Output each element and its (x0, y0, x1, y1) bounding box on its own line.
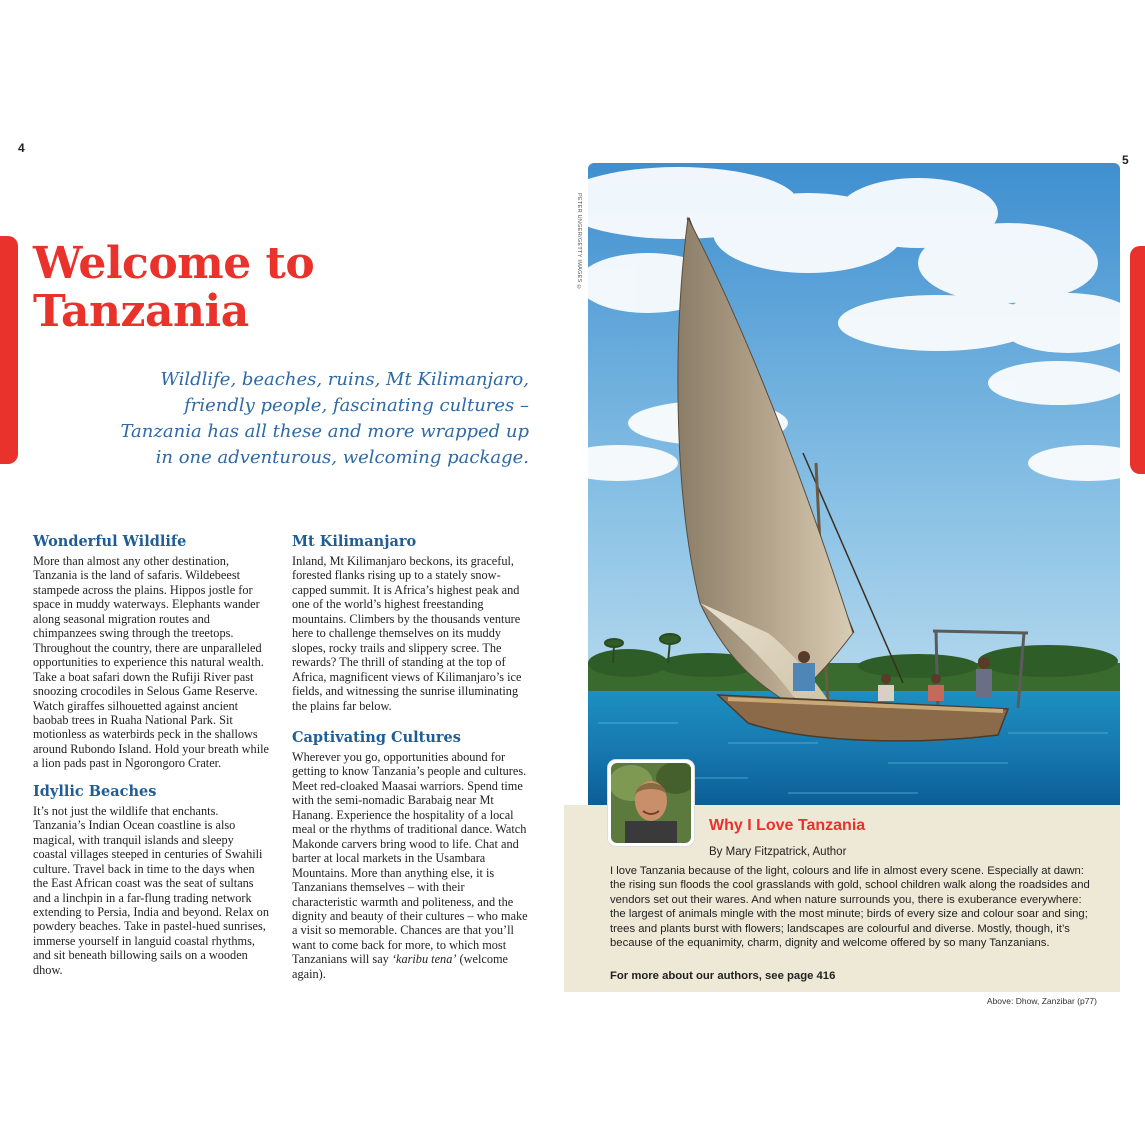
cultures-text-end: (welcome again). (292, 952, 508, 981)
tagline: Wildlife, beaches, ruins, Mt Kilimanjaro, friendly people, fascinating cultures – Tanzania has all these and more wrapped up in one adventurous, welcoming package. (120, 369, 529, 468)
section-body-wildlife: More than almost any other destination, Tanzania is the land of safaris. Wildebeest stampede across the plains. Hippos jostle for space in muddy waterways. Elephants wander along seasonal migration routes and chimpanzees swing through the treetops. Throughout the country, there are unparalleled opportunities to experience this natural wealth. Take a boat safari down the Rufiji River past snoozing crocodiles in Selous Game Reserve. Watch giraffes silhouetted against ancient baobab trees in Ruaha National Park. Sit motionless as waterbirds peck in the shallows around Rubondo Island. Hold your breath while a lion pads past in Ngorongoro Crater. (33, 554, 269, 771)
section-heading-kilimanjaro: Mt Kilimanjaro (292, 533, 417, 550)
dhow-photo (588, 163, 1120, 805)
section-body-kilimanjaro: Inland, Mt Kilimanjaro beckons, its graceful, forested flanks rising up to a stately snow-capped summit. It is Africa’s highest peak and one of the world’s highest freestanding mountains. Climbers by the thousands venture here to challenge themselves on its muddy slopes, rocky trails and slippery scree. The rewards? The thrill of standing at the top of Africa, magnificent views of Kilimanjaro’s ice fields, and witnessing the sunrise illuminating the plains far below. (292, 554, 522, 713)
page-number-right: 5 (1122, 153, 1129, 167)
chapter-tab-right (1130, 246, 1145, 474)
cultures-text-start: Wherever you go, opportunities abound for getting to know Tanzania’s people and cultures. Meet red-cloaked Maasai warriors. Spend time with the semi-nomadic Barabaig near Mt Hanang. Experience the hospitality of a local meal or the rhythms of traditional dance. Watch Makonde carvers bring wood to life. Chat and barter at local markets in the Usambara Mountains. More than anything else, it is Tanzanians themselves – with their characteristic warmth and politeness, and the dignity and beauty of their cultures – who make a visit so memorable. Chances are that you’ll want to come back for more, to which most Tanzanians will say (292, 749, 528, 967)
author-byline: By Mary Fitzpatrick, Author (709, 846, 847, 858)
section-body-beaches: It’s not just the wildlife that enchants. Tanzania’s Indian Ocean coastline is also magical, with tranquil islands and sleepy coastal villages steeped in centuries of Swahili culture. Travel back in time to the days when the East African coast was the seat of sultans and a linchpin in a far-flung trading network extending to Persia, India and beyond. Relax on powdery beaches. Take in pastel-hued sunrises, immerse yourself in languid coastal rhythms, and sit beneath billowing sails on a wooden dhow. (33, 803, 269, 977)
page-title (33, 240, 553, 336)
why-i-love-text: I love Tanzania because of the light, colours and life in almost every scene. Especially at dawn: the rising sun floods the cool grasslands with gold, school children walk along the roadsides and vendors set out their wares. And when nature surrounds you, there is exuberance everywhere: the largest of animals mingle with the most minute; birds of every size and colour soar and sing; trees and plants burst with flowers; landscapes are colourful and diverse. Mostly, though, it’s because of the equanimity, charm, dignity and welcome offered by so many Tanzanians. (610, 865, 1090, 950)
photo-credit: PETER UNGER/GETTY IMAGES © (576, 193, 582, 291)
section-body-cultures (292, 750, 532, 981)
photo-caption: Above: Dhow, Zanzibar (p77) (986, 996, 1097, 1006)
section-heading-beaches: Idyllic Beaches (33, 782, 157, 800)
author-photo (608, 760, 694, 846)
section-heading-wildlife: Wonderful Wildlife (33, 533, 187, 550)
text-column-left (33, 533, 271, 977)
text-column-right (292, 533, 532, 981)
page-number-left: 4 (18, 141, 25, 155)
title-line-1: Welcome to (33, 238, 315, 289)
chapter-tab-left (0, 236, 18, 464)
cultures-text-italic: ‘karibu tena’ (391, 952, 457, 967)
title-line-2: Tanzania (33, 286, 249, 337)
section-heading-cultures: Captivating Cultures (292, 728, 461, 746)
more-about-authors-link[interactable]: For more about our authors, see page 416 (610, 970, 836, 982)
why-i-love-title: Why I Love Tanzania (709, 817, 866, 834)
